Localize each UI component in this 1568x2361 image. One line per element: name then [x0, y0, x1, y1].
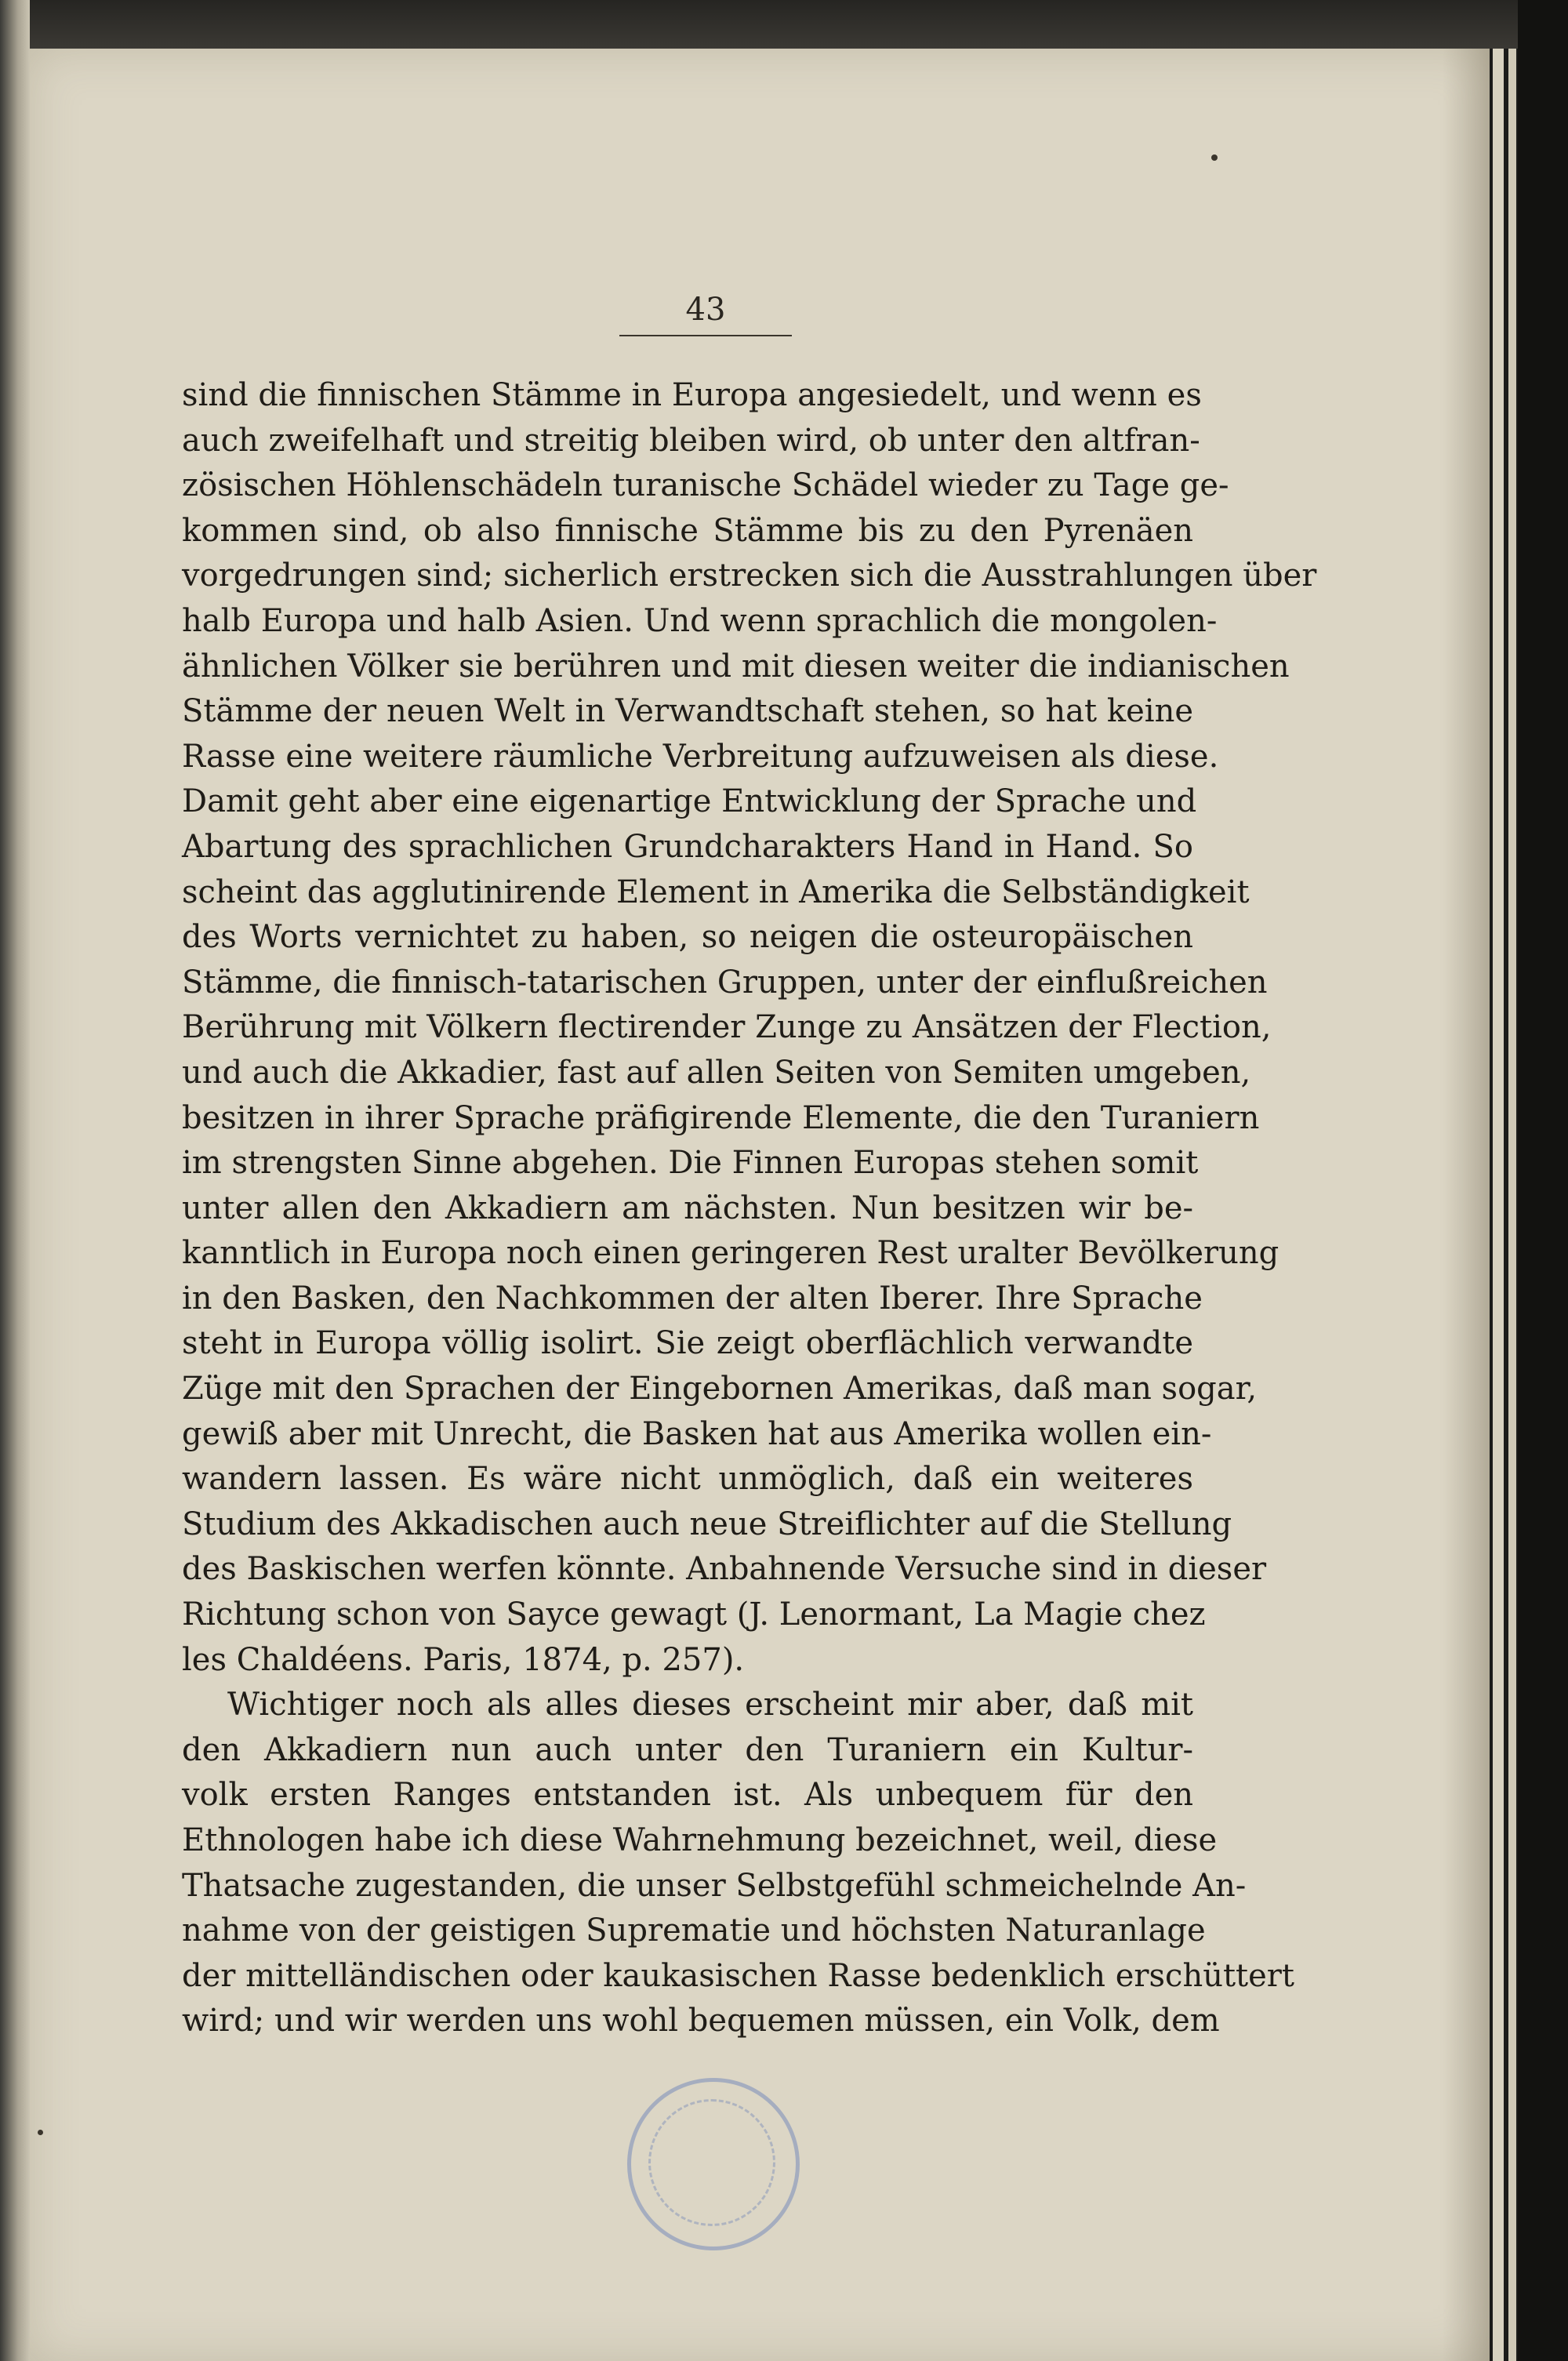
text-line: unter allen den Akkadiern am nächsten. Nun besitzen wir be-: [182, 1190, 1193, 1226]
text-line: des Worts vernichtet zu haben, so neigen die osteuropäischen: [182, 919, 1193, 956]
text-line: gewiß aber mit Unrecht, die Basken hat aus Amerika wollen ein-: [182, 1415, 1212, 1452]
text-line: Studium des Akkadischen auch neue Streiflichter auf die Stellung: [182, 1506, 1232, 1542]
top-edge: [0, 0, 1568, 49]
text-line: sind die finnischen Stämme in Europa angesiedelt, und wenn es: [182, 377, 1202, 413]
text-line: und auch die Akkadier, fast auf allen Seiten von Semiten umgeben,: [182, 1054, 1251, 1091]
text-line: Züge mit den Sprachen der Eingebornen Amerikas, daß man sogar,: [182, 1371, 1258, 1408]
text-line: steht in Europa völlig isolirt. Sie zeigt oberflächlich verwandte: [182, 1325, 1193, 1362]
text-line: besitzen in ihrer Sprache präfigirende Elemente, die den Turaniern: [182, 1099, 1260, 1136]
page-edge-strip: [1493, 49, 1504, 2361]
text-line: den Akkadiern nun auch unter den Turaniern ein Kultur-: [182, 1731, 1193, 1768]
text-line: kanntlich in Europa noch einen geringeren Rest uralter Bevölkerung: [182, 1235, 1279, 1272]
text-line: ähnlichen Völker sie berühren und mit diesen weiter die indianischen: [182, 648, 1290, 685]
text-line: auch zweifelhaft und streitig bleiben wird, ob unter den altfran-: [182, 422, 1200, 459]
ink-speck: [1211, 154, 1218, 161]
text-line: Richtung schon von Sayce gewagt (J. Lenormant, La Magie chez: [182, 1596, 1206, 1633]
text-line: Thatsache zugestanden, die unser Selbstgefühl schmeichelnde An-: [182, 1867, 1247, 1904]
text-line: wandern lassen. Es wäre nicht unmöglich, daß ein weiteres: [182, 1461, 1193, 1498]
text-line: wird; und wir werden uns wohl bequemen müssen, ein Volk, dem: [182, 2003, 1220, 2040]
text-line: Abartung des sprachlichen Grundcharakters Hand in Hand. So: [182, 828, 1193, 865]
text-line: des Baskischen werfen könnte. Anbahnende Versuche sind in dieser: [182, 1551, 1267, 1588]
text-line: volk ersten Ranges entstanden ist. Als unbequem für den: [182, 1777, 1193, 1814]
page-edge-strip: [1508, 49, 1516, 2361]
text-line: zösischen Höhlenschädeln turanische Schädel wieder zu Tage ge-: [182, 467, 1229, 504]
page-shadow: [1443, 49, 1490, 2361]
paragraph-end-line: les Chaldéens. Paris, 1874, p. 257).: [182, 1641, 745, 1678]
text-line: im strengsten Sinne abgehen. Die Finnen Europas stehen somit: [182, 1145, 1199, 1182]
paragraph-start-line: Wichtiger noch als alles dieses erscheint mir aber, daß mit: [227, 1687, 1193, 1724]
page-number: 43: [685, 292, 726, 328]
text-line: vorgedrungen sind; sicherlich erstrecken sich die Ausstrahlungen über: [182, 558, 1317, 594]
text-line: Berührung mit Völkern flectirender Zunge zu Ansätzen der Flection,: [182, 1009, 1272, 1046]
text-line: halb Europa und halb Asien. Und wenn sprachlich die mongolen-: [182, 602, 1218, 639]
text-line: Stämme der neuen Welt in Verwandtschaft stehen, so hat keine: [182, 693, 1193, 730]
library-stamp-inner-ring: [648, 2099, 775, 2226]
text-line: in den Basken, den Nachkommen der alten Iberer. Ihre Sprache: [182, 1280, 1203, 1317]
body-text: [182, 373, 1317, 2044]
text-line: der mittelländischen oder kaukasischen Rasse bedenklich erschüttert: [182, 1957, 1294, 1994]
text-line: scheint das agglutinirende Element in Amerika die Selbständigkeit: [182, 874, 1250, 910]
library-stamp: [627, 2078, 800, 2250]
text-line: Rasse eine weitere räumliche Verbreitung aufzuweisen als diese.: [182, 738, 1219, 775]
text-line: Damit geht aber eine eigenartige Entwicklung der Sprache und: [182, 783, 1197, 820]
header-rule: [619, 335, 792, 336]
text-line: Stämme, die finnisch-tatarischen Gruppen, unter der einflußreichen: [182, 964, 1268, 1001]
left-page-edge: [0, 0, 30, 2361]
book-binding: [1518, 0, 1568, 2361]
ink-speck: [38, 2130, 43, 2135]
text-line: kommen sind, ob also finnische Stämme bis zu den Pyrenäen: [182, 512, 1193, 549]
text-line: nahme von der geistigen Suprematie und höchsten Naturanlage: [182, 1912, 1206, 1949]
text-line: Ethnologen habe ich diese Wahrnehmung bezeichnet, weil, diese: [182, 1822, 1218, 1858]
